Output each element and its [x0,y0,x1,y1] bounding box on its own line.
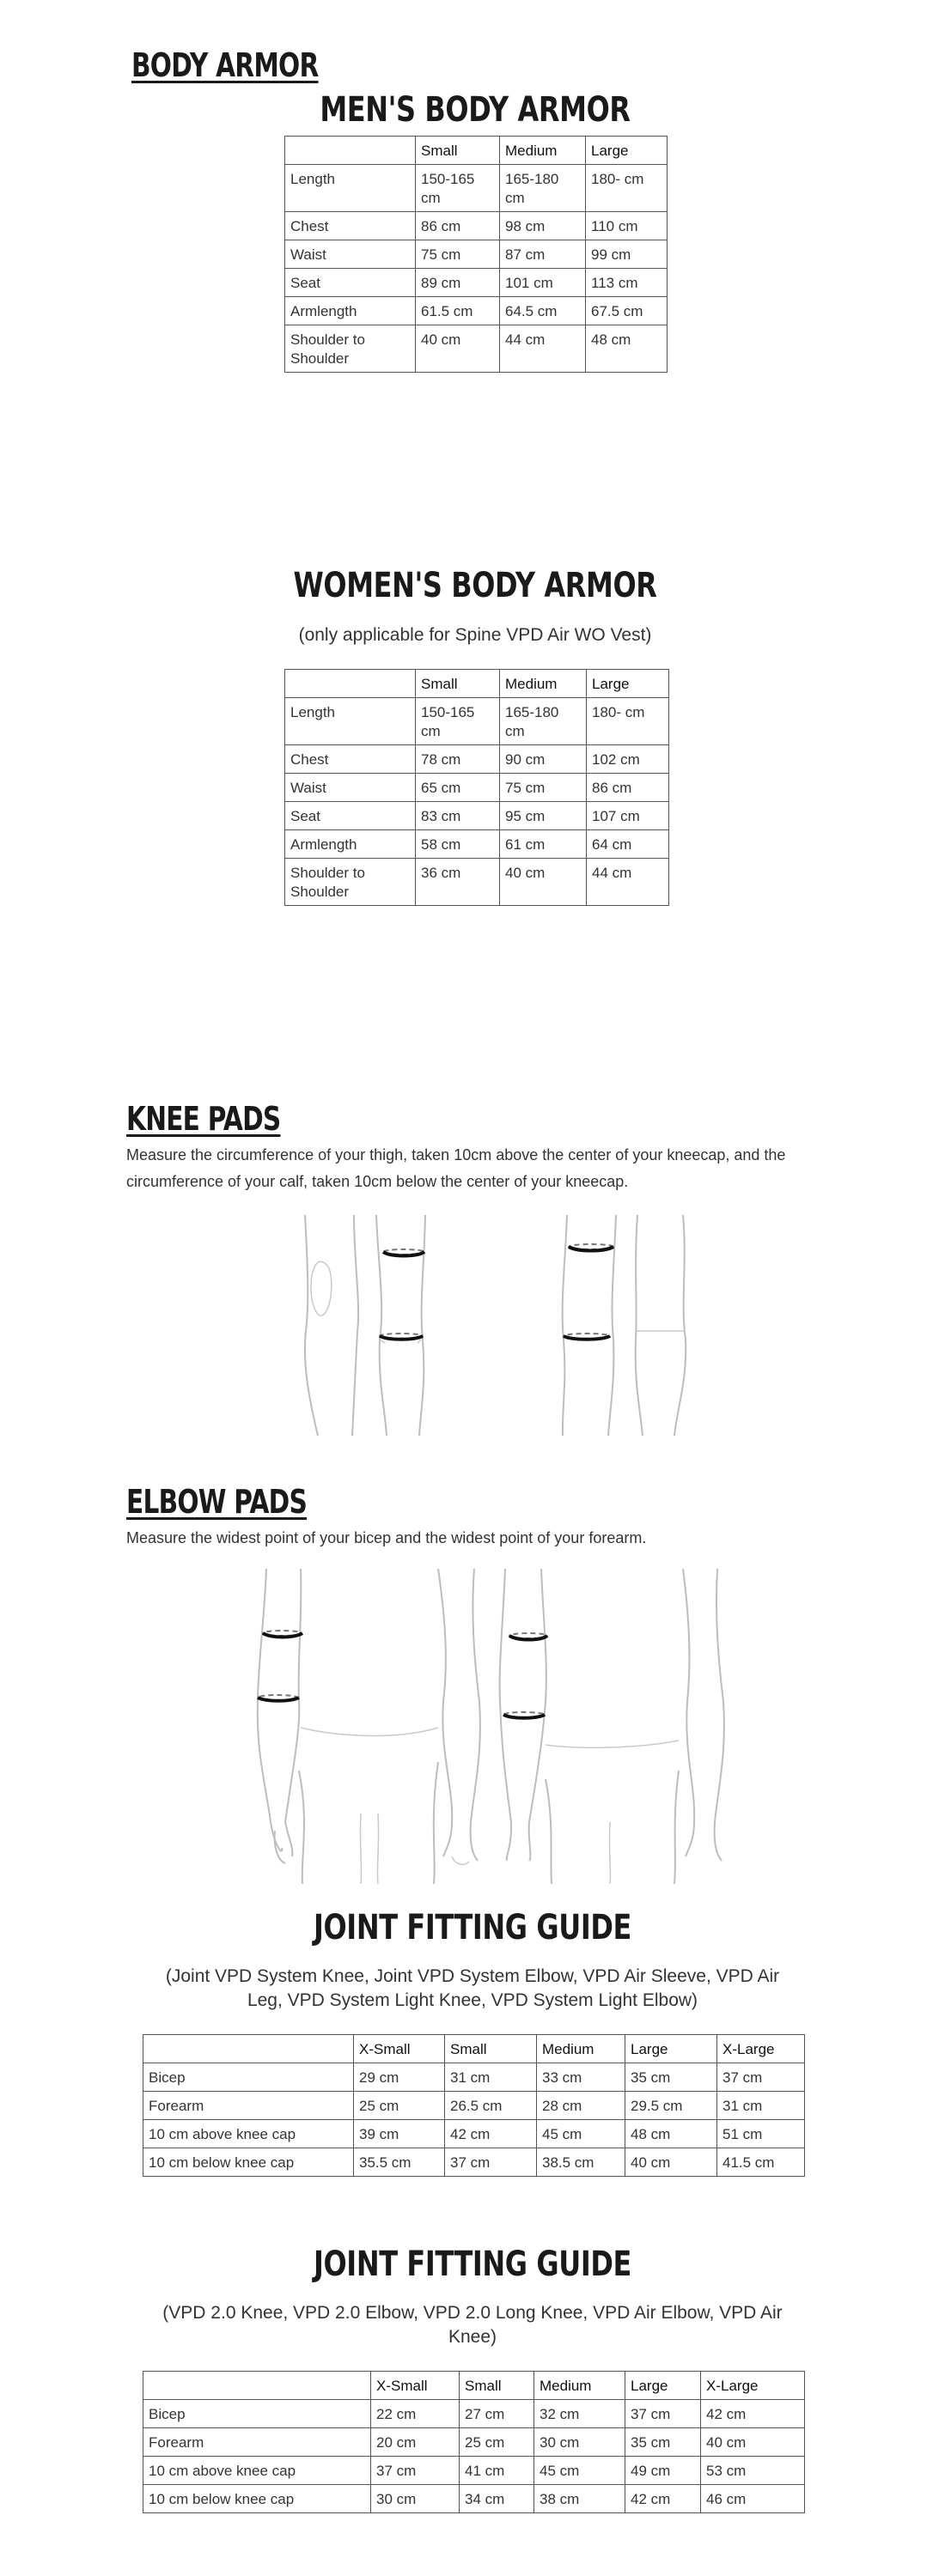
knee-front-view [305,1215,425,1436]
row-label-cell: Shoulder to Shoulder [285,325,416,373]
value-cell: 98 cm [500,212,586,240]
value-cell: 42 cm [701,2400,805,2428]
row-label-cell: Shoulder to Shoulder [285,859,416,906]
row-label-cell: Forearm [143,2428,371,2457]
value-cell: 27 cm [460,2400,534,2428]
column-header: Large [625,2035,717,2063]
elbow-pads-instructions: Measure the widest point of your bicep and the widest point of your forearm. [126,1529,647,1546]
value-cell: 107 cm [587,802,669,830]
column-header: Medium [537,2035,625,2063]
row-label-cell: 10 cm below knee cap [143,2148,354,2177]
value-cell: 42 cm [445,2120,537,2148]
joint-guide-1-title: JOINT FITTING GUIDE [314,1908,631,1947]
value-cell: 35 cm [625,2428,701,2457]
knee-measurement-illustration [284,1211,713,1438]
value-cell: 25 cm [354,2092,445,2120]
value-cell: 40 cm [416,325,500,373]
value-cell: 61.5 cm [416,297,500,325]
value-cell: 86 cm [416,212,500,240]
value-cell: 67.5 cm [586,297,668,325]
value-cell: 75 cm [500,774,587,802]
column-header: X-Large [717,2035,805,2063]
table-row [143,2428,805,2457]
value-cell: 46 cm [701,2485,805,2513]
value-cell: 20 cm [371,2428,460,2457]
value-cell: 64.5 cm [500,297,586,325]
value-cell: 180- cm [586,165,668,212]
value-cell: 38 cm [534,2485,625,2513]
value-cell: 65 cm [416,774,500,802]
value-cell: 31 cm [717,2092,805,2120]
row-label-cell: 10 cm above knee cap [143,2457,371,2485]
value-cell: 102 cm [587,745,669,774]
value-cell: 41.5 cm [717,2148,805,2177]
joint-guide-1-table [143,2034,805,2177]
value-cell: 75 cm [416,240,500,269]
table-row [143,2457,805,2485]
value-cell: 36 cm [416,859,500,906]
table-row [143,2485,805,2513]
value-cell: 61 cm [500,830,587,859]
joint-guide-1-subtitle: (Joint VPD System Knee, Joint VPD System Elbow, VPD Air Sleeve, VPD Air Leg, VPD System Light Knee, VPD System Light Elbow) [165,1966,780,2010]
table-header-row [143,2035,805,2063]
value-cell: 51 cm [717,2120,805,2148]
value-cell: 165-180 cm [500,165,586,212]
value-cell: 99 cm [586,240,668,269]
row-label-cell: Length [285,165,416,212]
value-cell: 30 cm [534,2428,625,2457]
column-header: Small [445,2035,537,2063]
knee-pads-instructions: Measure the circumference of your thigh, taken 10cm above the center of your kneecap, and the circumference of your calf, taken 10cm below the center of your kneecap. [126,1146,786,1190]
column-header: Large [586,137,668,165]
table-row [143,2120,805,2148]
value-cell: 44 cm [587,859,669,906]
value-cell: 78 cm [416,745,500,774]
column-header: Small [460,2372,534,2400]
value-cell: 37 cm [625,2400,701,2428]
elbow-pads-heading: ELBOW PADS [126,1483,308,1521]
column-header: Medium [500,137,586,165]
value-cell: 31 cm [445,2063,537,2092]
row-label-cell: Chest [285,212,416,240]
value-cell: 33 cm [537,2063,625,2092]
value-cell: 150-165 cm [416,698,500,745]
value-cell: 22 cm [371,2400,460,2428]
mens-body-armor-table [284,136,668,373]
column-header [285,670,416,698]
elbow-back-view [500,1569,724,1884]
joint-guide-2-title: JOINT FITTING GUIDE [314,2245,631,2284]
table-row [285,269,668,297]
value-cell: 64 cm [587,830,669,859]
column-header: Large [587,670,669,698]
joint-guide-2-subtitle: (VPD 2.0 Knee, VPD 2.0 Elbow, VPD 2.0 Long Knee, VPD Air Elbow, VPD Air Knee) [162,2303,783,2347]
table-header-row [285,670,669,698]
value-cell: 25 cm [460,2428,534,2457]
row-label-cell: Forearm [143,2092,354,2120]
value-cell: 29 cm [354,2063,445,2092]
value-cell: 53 cm [701,2457,805,2485]
row-label-cell: 10 cm below knee cap [143,2485,371,2513]
value-cell: 44 cm [500,325,586,373]
value-cell: 28 cm [537,2092,625,2120]
value-cell: 38.5 cm [537,2148,625,2177]
womens-body-armor-table [284,669,669,906]
knee-pads-heading: KNEE PADS [126,1100,281,1138]
value-cell: 37 cm [717,2063,805,2092]
value-cell: 86 cm [587,774,669,802]
column-header [143,2372,371,2400]
row-label-cell: Seat [285,269,416,297]
column-header [285,137,416,165]
womens-body-armor-title: WOMEN'S BODY ARMOR [293,566,657,605]
value-cell: 165-180 cm [500,698,587,745]
elbow-measurement-illustration [249,1564,730,1886]
value-cell: 45 cm [537,2120,625,2148]
value-cell: 150-165 cm [416,165,500,212]
womens-body-armor-subtitle: (only applicable for Spine VPD Air WO Vest) [298,625,652,645]
table-row [285,325,668,373]
value-cell: 35 cm [625,2063,717,2092]
joint-guide-2-table [143,2371,805,2513]
value-cell: 40 cm [701,2428,805,2457]
table-header-row [143,2372,805,2400]
value-cell: 30 cm [371,2485,460,2513]
calf-measure-band-front [380,1336,423,1340]
row-label-cell: Chest [285,745,416,774]
value-cell: 40 cm [500,859,587,906]
column-header: X-Large [701,2372,805,2400]
row-label-cell: Seat [285,802,416,830]
value-cell: 29.5 cm [625,2092,717,2120]
value-cell: 90 cm [500,745,587,774]
value-cell: 26.5 cm [445,2092,537,2120]
table-header-row [285,137,668,165]
value-cell: 34 cm [460,2485,534,2513]
value-cell: 48 cm [625,2120,717,2148]
value-cell: 42 cm [625,2485,701,2513]
column-header: Small [416,670,500,698]
row-label-cell: Armlength [285,297,416,325]
value-cell: 37 cm [445,2148,537,2177]
value-cell: 35.5 cm [354,2148,445,2177]
value-cell: 95 cm [500,802,587,830]
value-cell: 32 cm [534,2400,625,2428]
table-row [143,2148,805,2177]
column-header: X-Small [371,2372,460,2400]
value-cell: 40 cm [625,2148,717,2177]
column-header [143,2035,354,2063]
row-label-cell: Bicep [143,2400,371,2428]
value-cell: 87 cm [500,240,586,269]
mens-body-armor-title: MEN'S BODY ARMOR [320,90,631,130]
table-row [143,2400,805,2428]
row-label-cell: Waist [285,240,416,269]
column-header: X-Small [354,2035,445,2063]
table-row [285,240,668,269]
value-cell: 180- cm [587,698,669,745]
table-row [285,802,669,830]
column-header: Small [416,137,500,165]
table-row [285,212,668,240]
value-cell: 39 cm [354,2120,445,2148]
value-cell: 45 cm [534,2457,625,2485]
column-header: Medium [500,670,587,698]
value-cell: 41 cm [460,2457,534,2485]
value-cell: 113 cm [586,269,668,297]
body-armor-heading: BODY ARMOR [131,46,319,84]
value-cell: 49 cm [625,2457,701,2485]
elbow-front-view [258,1569,480,1884]
value-cell: 37 cm [371,2457,460,2485]
table-row [285,297,668,325]
row-label-cell: Bicep [143,2063,354,2092]
column-header: Large [625,2372,701,2400]
value-cell: 101 cm [500,269,586,297]
table-row [285,774,669,802]
knee-back-view [563,1215,686,1436]
value-cell: 110 cm [586,212,668,240]
table-row [285,745,669,774]
table-row [285,859,669,906]
table-row [285,165,668,212]
row-label-cell: Waist [285,774,416,802]
row-label-cell: Length [285,698,416,745]
value-cell: 83 cm [416,802,500,830]
value-cell: 89 cm [416,269,500,297]
value-cell: 58 cm [416,830,500,859]
column-header: Medium [534,2372,625,2400]
table-row [143,2092,805,2120]
row-label-cell: 10 cm above knee cap [143,2120,354,2148]
table-row [285,830,669,859]
row-label-cell: Armlength [285,830,416,859]
table-row [143,2063,805,2092]
table-row [285,698,669,745]
value-cell: 48 cm [586,325,668,373]
